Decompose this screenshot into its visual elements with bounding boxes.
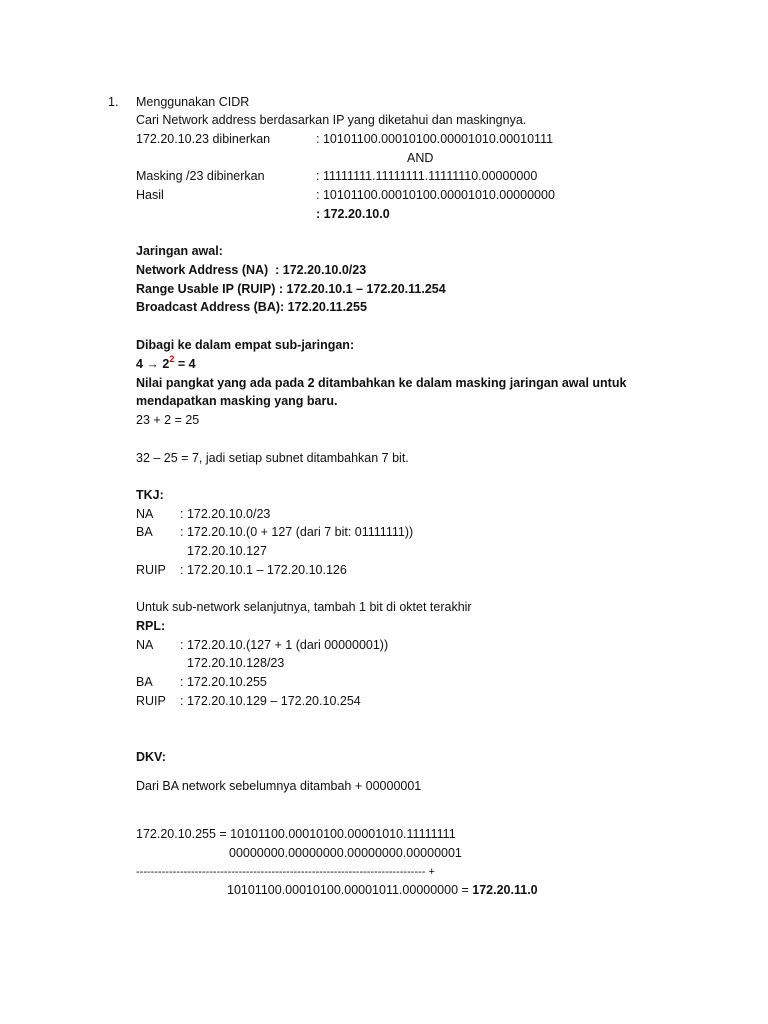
initial-ruip: Range Usable IP (RUIP) : 172.20.10.1 – 172.20.11.254 xyxy=(136,282,446,296)
rpl-na-value-2: 172.20.10.128/23 xyxy=(187,656,285,670)
rpl-ruip-value: : 172.20.10.129 – 172.20.10.254 xyxy=(180,694,361,708)
initial-ba: Broadcast Address (BA): 172.20.11.255 xyxy=(136,300,367,314)
subnet-explain-1: Nilai pangkat yang ada pada 2 ditambahkan ke dalam masking jaringan awal untuk xyxy=(136,376,627,390)
dkv-result xyxy=(227,882,538,898)
mask-label: Masking /23 dibinerkan xyxy=(136,169,265,183)
formula-left: 4 → 2 xyxy=(136,357,170,371)
next-subnet-note: Untuk sub-network selanjutnya, tambah 1 bit di oktet terakhir xyxy=(136,600,472,614)
subnet-heading: Dibagi ke dalam empat sub-jaringan: xyxy=(136,338,355,352)
dkv-note: Dari BA network sebelumnya ditambah + 00000001 xyxy=(136,779,422,793)
tkj-heading: TKJ: xyxy=(136,488,164,502)
subnet-explain-2: mendapatkan masking yang baru. xyxy=(136,394,338,408)
dkv-line-1: 172.20.10.255 = 10101100.00010100.00001010.11111111 xyxy=(136,827,456,841)
tkj-ba-value: : 172.20.10.(0 + 127 (dari 7 bit: 01111111)) xyxy=(180,525,414,539)
tkj-ruip-label: RUIP xyxy=(136,563,166,577)
result-binary: : 10101100.00010100.00001010.00000000 xyxy=(316,188,555,202)
tkj-ba-label: BA xyxy=(136,525,153,539)
rpl-heading: RPL: xyxy=(136,619,166,633)
intro-text: Cari Network address berdasarkan IP yang diketahui dan maskingnya. xyxy=(136,113,527,127)
dkv-line-2: 00000000.00000000.00000000.00000001 xyxy=(229,846,462,860)
initial-na: Network Address (NA) : 172.20.10.0/23 xyxy=(136,263,367,277)
result-decimal: : 172.20.10.0 xyxy=(316,207,390,221)
formula-exponent: 2 xyxy=(169,354,175,364)
subnet-bits: 32 – 25 = 7, jadi setiap subnet ditambahkan 7 bit. xyxy=(136,451,409,465)
list-number: 1. xyxy=(108,95,119,109)
ip-binary: : 10101100.00010100.00001010.00010111 xyxy=(316,132,554,146)
tkj-na-value: : 172.20.10.0/23 xyxy=(180,507,271,521)
dkv-result-eq: = xyxy=(458,883,473,897)
rpl-ruip-label: RUIP xyxy=(136,694,166,708)
dkv-divider: ------------------------------------------------------------------------------- + xyxy=(136,866,435,878)
tkj-ba-value-2: 172.20.10.127 xyxy=(187,544,267,558)
rpl-na-label: NA xyxy=(136,638,154,652)
dkv-heading: DKV: xyxy=(136,750,166,764)
result-label: Hasil xyxy=(136,188,164,202)
and-operator: AND xyxy=(407,151,434,165)
tkj-ruip-value: : 172.20.10.1 – 172.20.10.126 xyxy=(180,563,347,577)
tkj-na-label: NA xyxy=(136,507,154,521)
rpl-ba-label: BA xyxy=(136,675,153,689)
dkv-result-binary: 10101100.00010100.00001011.00000000 xyxy=(227,883,459,897)
subnet-sum: 23 + 2 = 25 xyxy=(136,413,200,427)
initial-heading: Jaringan awal: xyxy=(136,244,223,258)
rpl-na-value: : 172.20.10.(127 + 1 (dari 00000001)) xyxy=(180,638,389,652)
dkv-result-decimal: 172.20.11.0 xyxy=(472,883,538,897)
section-title: Menggunakan CIDR xyxy=(136,95,250,109)
formula-right: = 4 xyxy=(174,357,196,371)
rpl-ba-value: : 172.20.10.255 xyxy=(180,675,267,689)
mask-binary: : 11111111.11111111.11111110.00000000 xyxy=(316,169,538,183)
subnet-formula xyxy=(136,356,196,373)
ip-label: 172.20.10.23 dibinerkan xyxy=(136,132,271,146)
